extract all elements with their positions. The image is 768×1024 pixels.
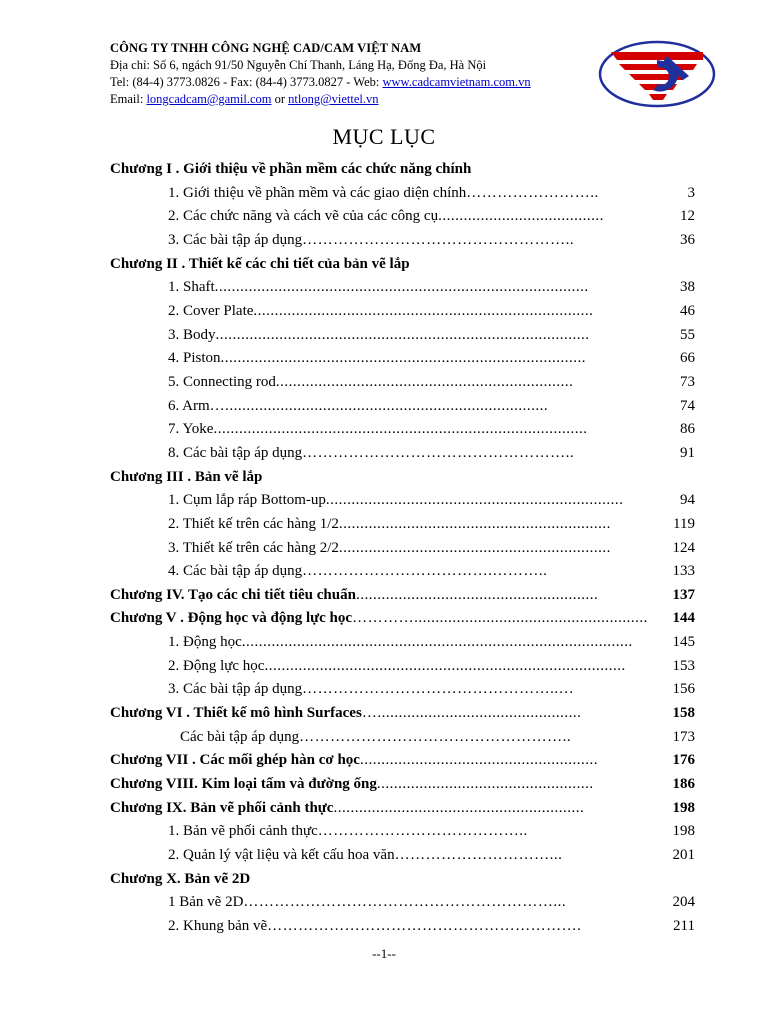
toc-entry-title: 2. Quản lý vật liệu và kết cấu hoa văn bbox=[168, 847, 395, 864]
toc-page-number: 74 bbox=[680, 397, 695, 414]
toc-entry-title: Chương I . Giới thiệu về phần mềm các chức năng chính bbox=[110, 161, 472, 177]
toc-dot-leader: ........................................................................................ bbox=[214, 279, 589, 296]
toc-chapter[interactable] bbox=[110, 607, 695, 631]
toc-dot-leader: …................................................ bbox=[361, 705, 582, 722]
toc-entry[interactable] bbox=[110, 347, 695, 371]
toc-entry[interactable] bbox=[110, 891, 695, 915]
toc-dot-leader: …………………………………………..… bbox=[302, 681, 575, 698]
toc-entry-title: Chương VII . Các mối ghép hàn cơ học bbox=[110, 752, 360, 769]
toc-chapter[interactable] bbox=[110, 158, 695, 182]
toc-dot-leader: ................................................................................ bbox=[253, 302, 594, 319]
page-number: --1-- bbox=[372, 946, 396, 961]
toc-dot-leader: ...................................................................... bbox=[325, 492, 624, 509]
toc-dot-leader: …………………….. bbox=[466, 184, 599, 201]
email-link-2[interactable]: ntlong@viettel.vn bbox=[288, 92, 379, 106]
toc-dot-leader: ....................................... bbox=[438, 208, 604, 225]
toc-page-number: 173 bbox=[672, 728, 695, 745]
toc-entry[interactable] bbox=[110, 371, 695, 395]
toc-page-number: 198 bbox=[672, 823, 695, 840]
toc-page-number: 94 bbox=[680, 492, 695, 509]
company-logo bbox=[597, 40, 717, 108]
toc-dot-leader: …………………………... bbox=[394, 847, 563, 864]
toc-entry[interactable] bbox=[110, 442, 695, 466]
toc-entry-title: 6. Arm bbox=[168, 397, 210, 414]
toc-page-number: 38 bbox=[680, 279, 695, 296]
email-or: or bbox=[271, 92, 289, 106]
toc-page-number: 86 bbox=[680, 421, 695, 438]
toc-page-number: 145 bbox=[672, 634, 695, 651]
toc-entry-title: Chương II . Thiết kế các chi tiết của bản vẽ lắp bbox=[110, 255, 410, 272]
toc-entry[interactable] bbox=[110, 276, 695, 300]
toc-entry-title: 1. Cụm lắp ráp Bottom-up bbox=[168, 492, 326, 509]
toc-entry-title: 2. Các chức năng và cách vẽ của các công cụ bbox=[168, 208, 439, 225]
toc-entry-title: 5. Connecting rod bbox=[168, 373, 276, 390]
toc-page-number: 144 bbox=[672, 610, 695, 627]
toc-page-number: 156 bbox=[672, 681, 695, 698]
toc-page-number: 133 bbox=[672, 563, 695, 580]
logo-red-stripes bbox=[619, 64, 697, 100]
toc-dot-leader: …………………………………………….. bbox=[302, 231, 575, 248]
toc-dot-leader: ...................................................................................... bbox=[220, 350, 587, 367]
toc-page-number: 91 bbox=[680, 444, 695, 461]
toc-page-number: 73 bbox=[680, 373, 695, 390]
toc-page-number: 12 bbox=[680, 208, 695, 225]
toc-page-number: 153 bbox=[672, 657, 695, 674]
toc-chapter[interactable] bbox=[110, 466, 695, 490]
toc-entry[interactable] bbox=[110, 182, 695, 206]
toc-entry[interactable] bbox=[110, 560, 695, 584]
toc-dot-leader: ……………………………………………………. bbox=[267, 918, 582, 934]
page-title: MỤC LỤC bbox=[332, 124, 436, 149]
toc-dot-leader: …............................................................................ bbox=[209, 397, 549, 414]
toc-chapter[interactable] bbox=[110, 797, 695, 821]
toc-chapter[interactable] bbox=[110, 702, 695, 726]
toc-chapter[interactable] bbox=[110, 773, 695, 797]
toc-entry-title: 2. Động lực học bbox=[168, 657, 265, 674]
toc-entry[interactable] bbox=[110, 324, 695, 348]
toc-entry-title: Chương III . Bản vẽ lắp bbox=[110, 468, 263, 485]
toc-page-number: 211 bbox=[673, 918, 695, 934]
toc-entry[interactable] bbox=[110, 205, 695, 229]
toc-entry-title: 4. Piston bbox=[168, 350, 221, 367]
toc-entry-title: 3. Các bài tập áp dụng bbox=[168, 231, 303, 248]
toc-entry-title: 1 Bản vẽ 2D bbox=[168, 894, 244, 911]
toc-dot-leader: …………………………………………….. bbox=[302, 444, 575, 461]
toc-dot-leader: ................................................... bbox=[376, 776, 594, 793]
toc-entry-title: 3. Các bài tập áp dụng bbox=[168, 681, 303, 698]
toc-page-number: 119 bbox=[673, 515, 695, 532]
toc-entry-title: 3. Body bbox=[168, 326, 216, 343]
toc-page-number: 46 bbox=[680, 302, 695, 319]
toc-chapter[interactable] bbox=[110, 749, 695, 773]
toc-page-number: 198 bbox=[672, 799, 695, 816]
toc-page-number: 66 bbox=[680, 350, 695, 367]
toc-entry-title: 2. Thiết kế trên các hàng 1/2 bbox=[168, 515, 339, 532]
toc-page-number: 36 bbox=[680, 231, 695, 248]
toc-chapter[interactable] bbox=[110, 868, 695, 892]
toc-entry[interactable] bbox=[110, 489, 695, 513]
toc-dot-leader: …………....................................................... bbox=[352, 610, 648, 627]
toc-page-number: 176 bbox=[672, 752, 695, 769]
toc-dot-leader: ................................................................ bbox=[338, 515, 611, 532]
toc-dot-leader: ……………………………….……….. bbox=[302, 563, 548, 580]
table-of-contents bbox=[110, 158, 695, 939]
toc-entry-title: 4. Các bài tập áp dụng bbox=[168, 563, 303, 580]
toc-page-number: 186 bbox=[672, 776, 695, 793]
logo-red-band bbox=[611, 52, 703, 60]
toc-entry[interactable] bbox=[110, 537, 695, 561]
toc-dot-leader: ........................................................................................ bbox=[215, 326, 590, 343]
company-name: CÔNG TY TNHH CÔNG NGHỆ CAD/CAM VIỆT NAM bbox=[110, 41, 422, 55]
toc-entry-title: 8. Các bài tập áp dụng bbox=[168, 444, 303, 461]
tel-fax-text: Tel: (84-4) 3773.0826 - Fax: (84-4) 3773.0827 - Web: bbox=[110, 75, 383, 89]
toc-dot-leader: ...................................................................... bbox=[275, 373, 574, 390]
toc-page-number: 137 bbox=[672, 586, 695, 603]
toc-entry-title: 3. Thiết kế trên các hàng 2/2 bbox=[168, 539, 339, 556]
toc-entry-title: Chương VIII. Kim loại tấm và đường ống bbox=[110, 776, 377, 793]
toc-entry[interactable] bbox=[110, 300, 695, 324]
toc-entry-title: 1. Shaft bbox=[168, 279, 215, 296]
toc-page-number: 158 bbox=[672, 705, 695, 722]
toc-dot-leader: ……………………………………………………... bbox=[243, 894, 567, 911]
toc-entry[interactable] bbox=[110, 229, 695, 253]
toc-entry-title: 1. Giới thiệu về phần mềm và các giao diện chính bbox=[168, 184, 467, 201]
website-link[interactable]: www.cadcamvietnam.com.vn bbox=[382, 75, 531, 89]
toc-dot-leader: ........................................................... bbox=[333, 799, 585, 816]
toc-entry[interactable] bbox=[110, 395, 695, 419]
toc-dot-leader: ................................................................ bbox=[338, 539, 611, 556]
toc-entry-title: 1. Bản vẽ phối cảnh thực bbox=[168, 823, 318, 840]
toc-entry-title: 2. Cover Plate bbox=[168, 302, 254, 319]
toc-dot-leader: ......................................................... bbox=[355, 586, 599, 603]
toc-page-number: 124 bbox=[672, 539, 695, 556]
toc-entry-title: Chương X. Bản vẽ 2D bbox=[110, 870, 251, 887]
toc-entry-title: Các bài tập áp dụng bbox=[180, 728, 300, 745]
toc-dot-leader: ........................................................................................ bbox=[213, 421, 588, 438]
toc-dot-leader: ............................................................................................ bbox=[241, 634, 633, 651]
toc-entry-title: Chương V . Động học và động lực học bbox=[110, 610, 353, 627]
toc-page-number: 204 bbox=[672, 894, 695, 911]
toc-entry[interactable] bbox=[110, 678, 695, 702]
toc-entry[interactable] bbox=[110, 655, 695, 679]
toc-entry[interactable] bbox=[110, 513, 695, 537]
toc-entry[interactable] bbox=[110, 915, 695, 939]
company-address: Địa chỉ: Số 6, ngách 91/50 Nguyễn Chí Thanh, Láng Hạ, Đống Đa, Hà Nội bbox=[110, 58, 487, 72]
toc-entry[interactable] bbox=[110, 844, 695, 868]
toc-entry-title: 1. Động học bbox=[168, 634, 242, 651]
toc-entry[interactable] bbox=[110, 726, 695, 750]
toc-entry-title: 2. Khung bản vẽ bbox=[168, 918, 268, 934]
toc-chapter[interactable] bbox=[110, 253, 695, 277]
email-label: Email: bbox=[110, 92, 147, 106]
toc-entry[interactable] bbox=[110, 631, 695, 655]
toc-page-number: 55 bbox=[680, 326, 695, 343]
toc-entry-title: Chương IV. Tạo các chi tiết tiêu chuẩn bbox=[110, 586, 356, 603]
toc-entry[interactable] bbox=[110, 820, 695, 844]
email-link-1[interactable]: longcadcam@gamil.com bbox=[146, 92, 272, 106]
toc-page-number: 3 bbox=[687, 184, 695, 201]
toc-entry[interactable] bbox=[110, 418, 695, 442]
toc-dot-leader: …………………………………………….. bbox=[299, 728, 572, 745]
toc-chapter[interactable] bbox=[110, 584, 695, 608]
toc-entry-title: Chương IX. Bản vẽ phối cảnh thực bbox=[110, 799, 334, 816]
toc-dot-leader: ..................................................................................... bbox=[264, 657, 626, 674]
toc-dot-leader: ........................................................ bbox=[359, 752, 598, 769]
toc-dot-leader: ………………………………….. bbox=[317, 823, 528, 840]
toc-entry-title: Chương VI . Thiết kế mô hình Surfaces bbox=[110, 705, 362, 722]
toc-page-number: 201 bbox=[672, 847, 695, 864]
toc-entry-title: 7. Yoke bbox=[168, 421, 214, 438]
